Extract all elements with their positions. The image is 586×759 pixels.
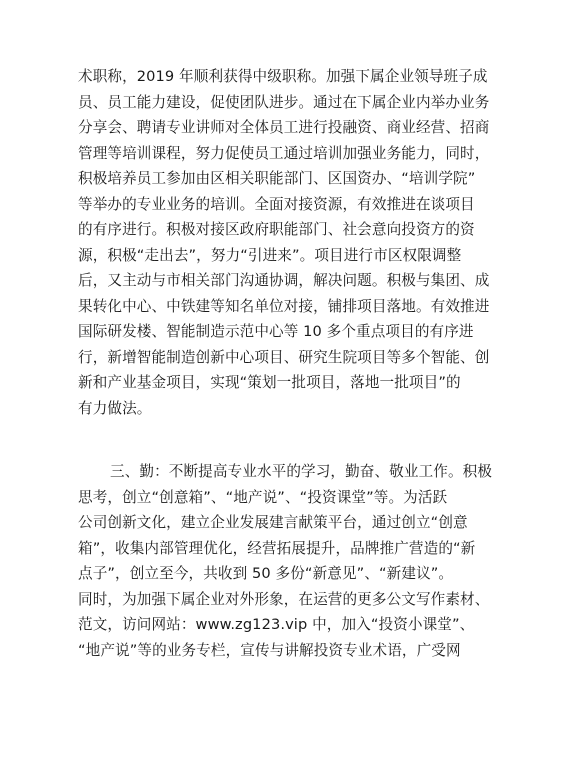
text-line: 等举办的专业业务的培训。全面对接资源，有效推进在谈项目: [78, 195, 475, 213]
text-line: “地产说”等的业务专栏，宣传与讲解投资专业术语，广受网: [78, 641, 461, 659]
text-line: 公司创新文化，建立企业发展建言献策平台，通过创立“创意: [78, 514, 468, 531]
paragraph-section-three: [78, 459, 510, 663]
text-line: 箱”，收集内部管理优化，经营拓展提升，品牌推广营造的“新: [78, 539, 476, 557]
text-line: 后，又主动与市相关部门沟通协调，解决问题。积极与集团、成: [78, 272, 490, 289]
text-line: 点子”，创立至今，共收到 50 多份“新意见”、“新建议”。: [78, 565, 454, 582]
text-line: 分享会、聘请专业讲师对全体员工进行投融资、商业经营、招商: [78, 119, 490, 136]
text-line: 员、员工能力建设，促使团队进步。通过在下属企业内举办业务: [78, 93, 490, 111]
text-line: 行，新增智能制造创新中心项目、研究生院项目等多个智能、创: [78, 348, 490, 366]
text-line: 的有序进行。积极对接区政府职能部门、社会意向投资方的资: [78, 221, 475, 238]
text-line: 源，积极“走出去”，努力“引进来”。项目进行市区权限调整: [78, 246, 462, 264]
paragraph-continued: [78, 64, 510, 421]
text-line: 果转化中心、中铁建等知名单位对接，铺排项目落地。有效推进: [78, 297, 490, 315]
text-line: 思考，创立“创意箱”、“地产说”、“投资课堂”等。为活跃: [78, 488, 448, 506]
text-line: 术职称，2019 年顺利获得中级职称。加强下属企业领导班子成: [78, 68, 488, 85]
text-line: 管理等培训课程，努力促使员工通过培训加强业务能力，同时，: [78, 144, 490, 162]
text-line: 积极培养员工参加由区相关职能部门、区国资办、“培训学院”: [78, 170, 476, 187]
text-line: 同时，为加强下属企业对外形象，在运营的更多公文写作素材、: [78, 590, 490, 608]
text-line: 新和产业基金项目，实现“策划一批项目，落地一批项目”的: [78, 374, 461, 391]
text-line: 有力做法。: [78, 399, 152, 417]
text-line: 国际研发楼、智能制造示范中心等 10 多个重点项目的有序进: [78, 323, 474, 340]
text-line: 范文，访问网站：www.zg123.vip 中，加入“投资小课堂”、: [78, 616, 475, 633]
section-heading-line: 三、勤：不断提高专业水平的学习，勤奋、敬业工作。积极: [110, 463, 493, 480]
